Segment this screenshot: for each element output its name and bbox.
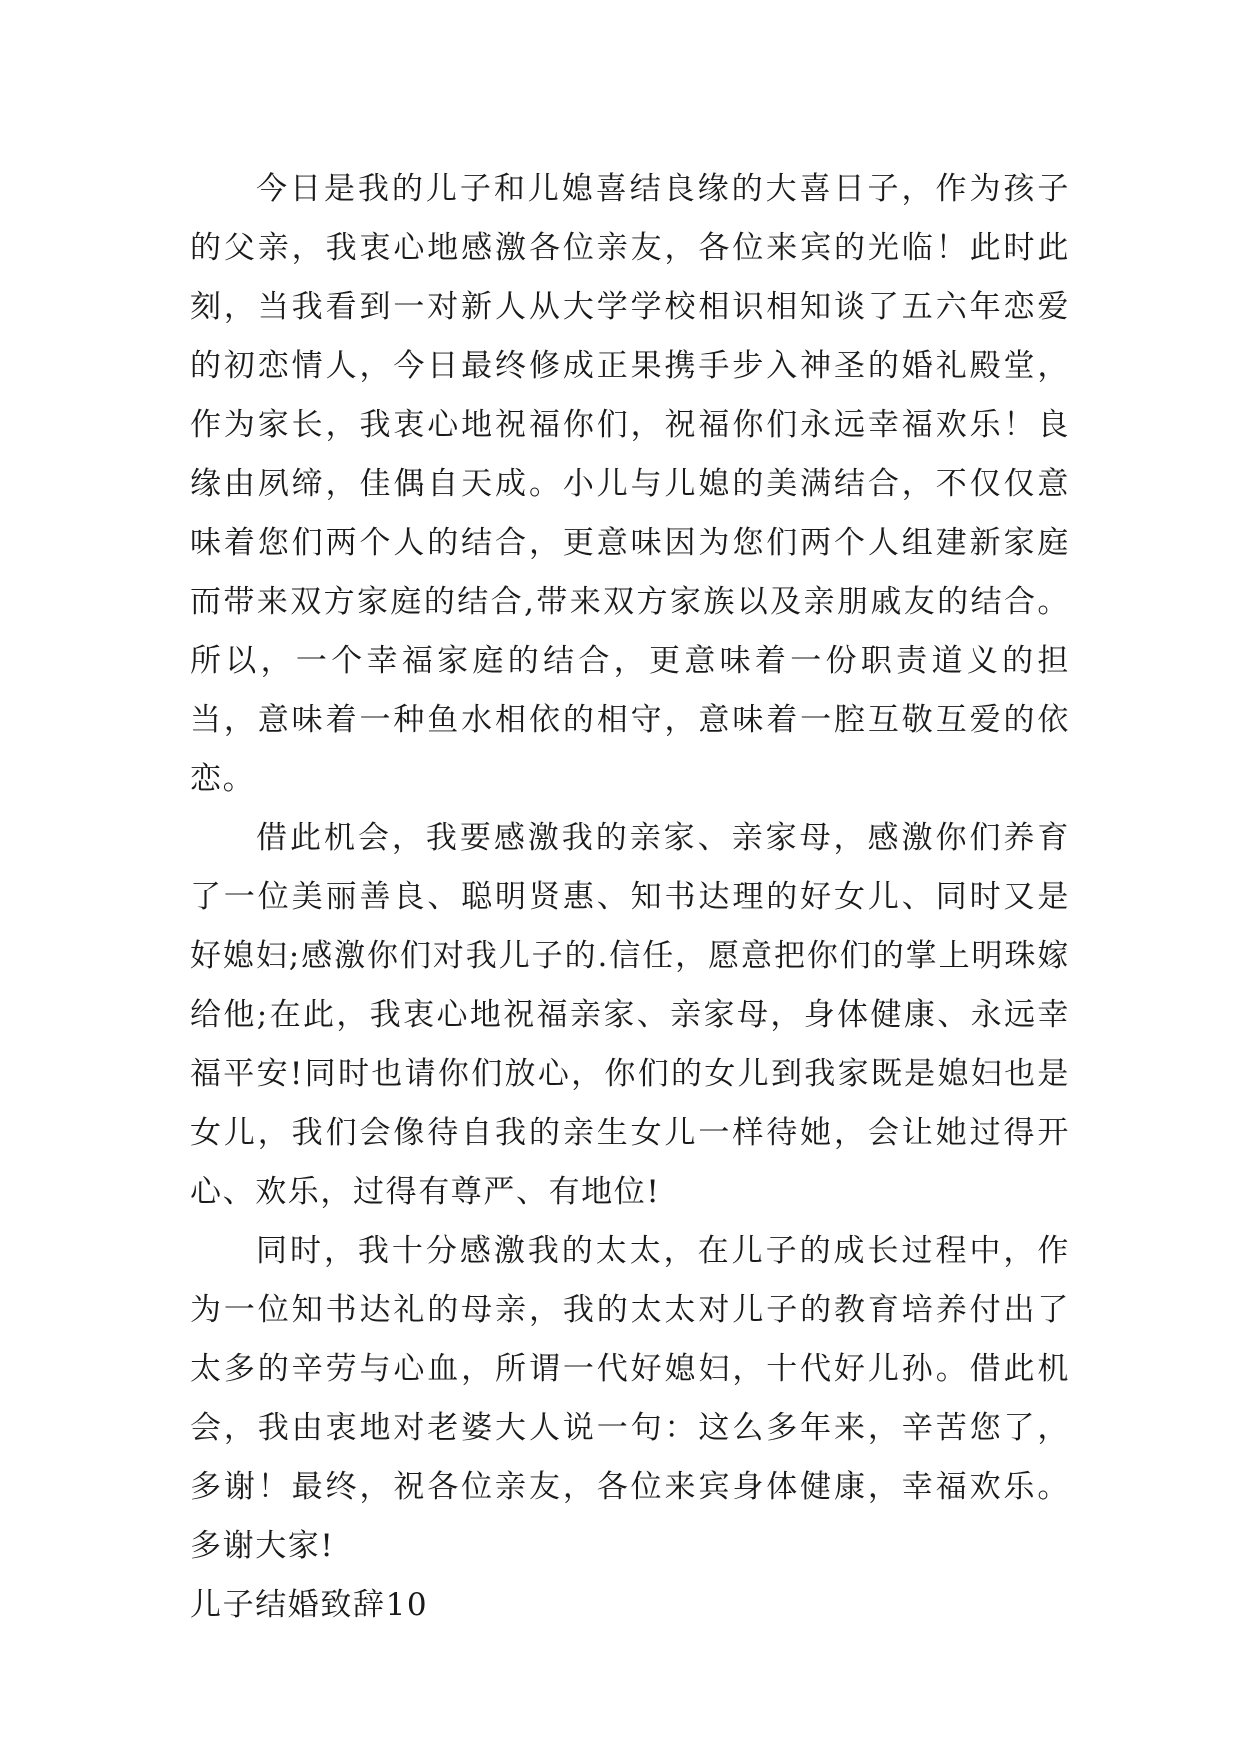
section-heading: 儿子结婚致辞10 (190, 1587, 429, 1623)
paragraph: 今日是我的儿子和儿媳喜结良缘的大喜日子，作为孩子的父亲，我衷心地感激各位亲友，各位来宾的光临！此时此刻，当我看到一对新人从大学学校相识相知谈了五六年恋爱的初恋情人，今日最终修成正果携手步入神圣的婚礼殿堂，作为家长，我衷心地祝福你们，祝福你们永远幸福欢乐！良缘由夙缔，佳偶自天成。小儿与儿媳的美满结合，不仅仅意味着您们两个人的结合，更意味因为您们两个人组建新家庭而带来双方家庭的结合,带来双方家族以及亲朋戚友的结合。所以，一个幸福家庭的结合，更意味着一份职责道义的担当，意味着一种鱼水相依的相守，意味着一腔互敬互爱的依恋。 (190, 171, 1070, 797)
document-body (190, 160, 1070, 1635)
paragraph: 借此机会，我要感激我的亲家、亲家母，感激你们养育了一位美丽善良、聪明贤惠、知书达理的好女儿、同时又是好媳妇;感激你们对我儿子的.信任，愿意把你们的掌上明珠嫁给他;在此，我衷心地祝福亲家、亲家母，身体健康、永远幸福平安!同时也请你们放心，你们的女儿到我家既是媳妇也是女儿，我们会像待自我的亲生女儿一样待她，会让她过得开心、欢乐，过得有尊严、有地位! (190, 820, 1070, 1210)
paragraph: 同时，我十分感激我的太太，在儿子的成长过程中，作为一位知书达礼的母亲，我的太太对儿子的教育培养付出了太多的辛劳与心血，所谓一代好媳妇，十代好儿孙。借此机会，我由衷地对老婆大人说一句：这么多年来，辛苦您了，多谢！最终，祝各位亲友，各位来宾身体健康，幸福欢乐。多谢大家! (190, 1233, 1070, 1564)
